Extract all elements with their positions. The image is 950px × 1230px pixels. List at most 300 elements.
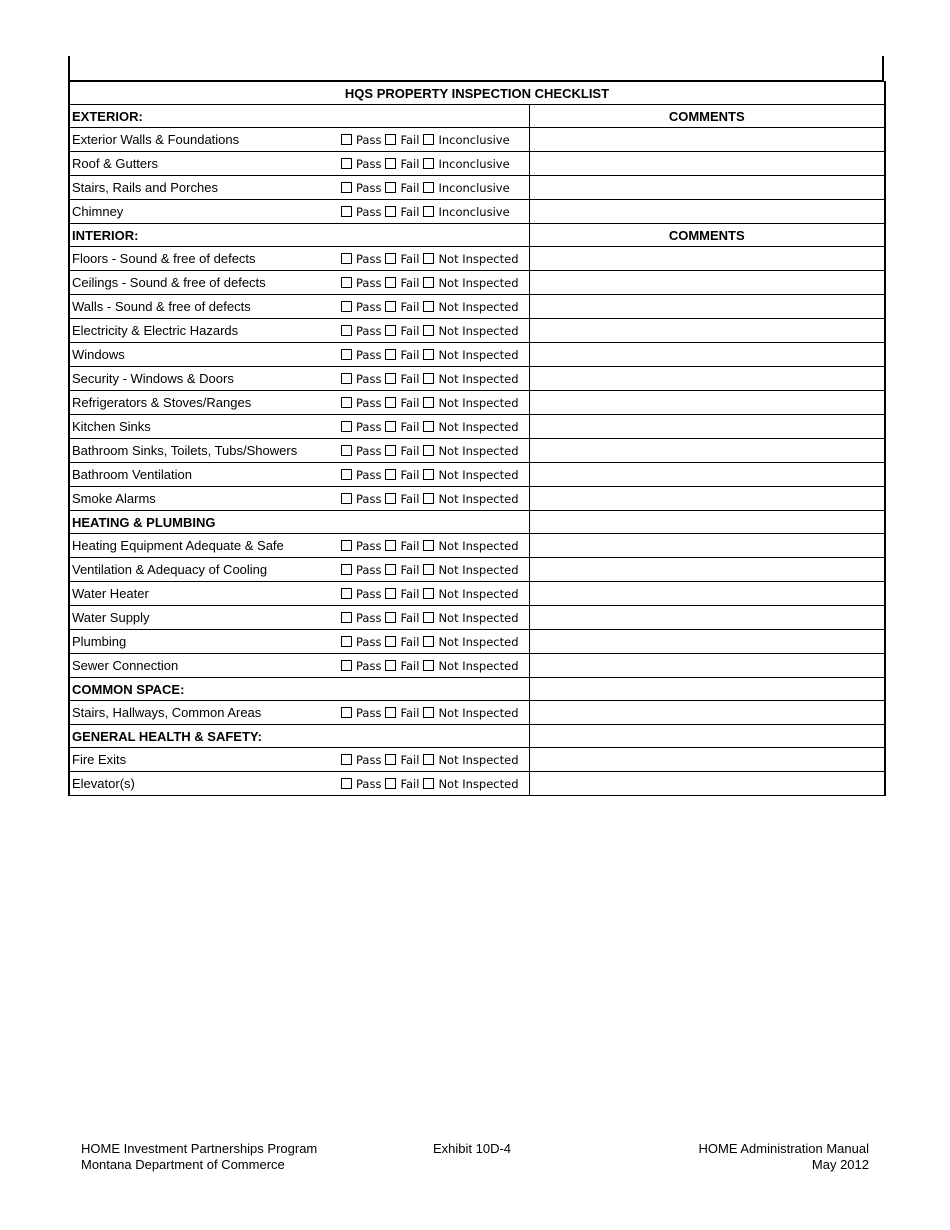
not-inspected-option[interactable] xyxy=(423,324,523,338)
inconclusive-option[interactable] xyxy=(423,157,523,171)
pass-checkbox[interactable] xyxy=(341,158,352,169)
comments-cell[interactable] xyxy=(529,487,885,511)
not-inspected-option[interactable] xyxy=(423,563,523,577)
fail-checkbox[interactable] xyxy=(385,564,396,575)
pass-option[interactable] xyxy=(341,252,383,266)
fail-checkbox[interactable] xyxy=(385,134,396,145)
fail-checkbox[interactable] xyxy=(385,469,396,480)
not-inspected-checkbox[interactable] xyxy=(423,469,434,480)
comments-cell[interactable] xyxy=(529,534,885,558)
options-group xyxy=(339,468,527,482)
fail-checkbox[interactable] xyxy=(385,636,396,647)
pass-label: Pass xyxy=(356,371,382,386)
checklist-row xyxy=(69,200,885,224)
comments-cell[interactable] xyxy=(529,415,885,439)
item-options xyxy=(339,606,529,630)
not-inspected-checkbox[interactable] xyxy=(423,349,434,360)
inconclusive-checkbox[interactable] xyxy=(423,158,434,169)
pass-option[interactable] xyxy=(341,706,383,720)
not-inspected-checkbox[interactable] xyxy=(423,301,434,312)
pass-option[interactable] xyxy=(341,324,383,338)
fail-checkbox[interactable] xyxy=(385,206,396,217)
checklist-row xyxy=(69,343,885,367)
item-options xyxy=(339,534,529,558)
options-group xyxy=(339,396,527,410)
comments-cell[interactable] xyxy=(529,463,885,487)
options-group xyxy=(339,276,527,290)
comments-cell[interactable] xyxy=(529,701,885,725)
not-inspected-label: Not Inspected xyxy=(438,538,519,553)
comments-cell[interactable] xyxy=(529,582,885,606)
pass-option[interactable] xyxy=(341,205,383,219)
inconclusive-option[interactable] xyxy=(423,133,523,147)
section-heading: COMMON SPACE: xyxy=(69,678,529,701)
fail-checkbox[interactable] xyxy=(385,612,396,623)
fail-option[interactable] xyxy=(385,492,421,506)
pass-label: Pass xyxy=(356,562,382,577)
not-inspected-option[interactable] xyxy=(423,300,523,314)
pass-option[interactable] xyxy=(341,492,383,506)
comments-cell[interactable] xyxy=(529,606,885,630)
pass-checkbox[interactable] xyxy=(341,588,352,599)
fail-option[interactable] xyxy=(385,157,421,171)
item-options xyxy=(339,630,529,654)
pass-option[interactable] xyxy=(341,133,383,147)
fail-option[interactable] xyxy=(385,444,421,458)
pass-option[interactable] xyxy=(341,444,383,458)
not-inspected-label: Not Inspected xyxy=(438,347,519,362)
fail-option[interactable] xyxy=(385,396,421,410)
fail-checkbox[interactable] xyxy=(385,660,396,671)
checklist-sheet xyxy=(68,56,884,796)
section-heading: HEATING & PLUMBING xyxy=(69,511,529,534)
pass-checkbox[interactable] xyxy=(341,540,352,551)
section-header-row xyxy=(69,725,885,748)
pass-label: Pass xyxy=(356,658,382,673)
options-group xyxy=(339,420,527,434)
fail-label: Fail xyxy=(400,443,420,458)
fail-option[interactable] xyxy=(385,563,421,577)
item-label: Elevator(s) xyxy=(69,772,339,796)
pass-checkbox[interactable] xyxy=(341,325,352,336)
pass-label: Pass xyxy=(356,443,382,458)
not-inspected-option[interactable] xyxy=(423,252,523,266)
options-group xyxy=(339,492,527,506)
fail-option[interactable] xyxy=(385,276,421,290)
inspection-checklist-table xyxy=(68,81,886,796)
not-inspected-option[interactable] xyxy=(423,753,523,767)
pass-option[interactable] xyxy=(341,181,383,195)
checklist-row xyxy=(69,463,885,487)
comments-cell[interactable] xyxy=(529,128,885,152)
item-label: Ceilings - Sound & free of defects xyxy=(69,271,339,295)
pass-label: Pass xyxy=(356,299,382,314)
fail-option[interactable] xyxy=(385,777,421,791)
pass-checkbox[interactable] xyxy=(341,134,352,145)
fail-label: Fail xyxy=(400,395,420,410)
pass-checkbox[interactable] xyxy=(341,421,352,432)
pass-checkbox[interactable] xyxy=(341,253,352,264)
pass-label: Pass xyxy=(356,275,382,290)
footer-date: May 2012 xyxy=(811,1157,869,1172)
checklist-title: HQS PROPERTY INSPECTION CHECKLIST xyxy=(69,82,885,105)
checklist-row xyxy=(69,534,885,558)
item-options xyxy=(339,128,529,152)
not-inspected-checkbox[interactable] xyxy=(423,325,434,336)
item-label: Water Heater xyxy=(69,582,339,606)
pass-checkbox[interactable] xyxy=(341,277,352,288)
checklist-row xyxy=(69,247,885,271)
pass-label: Pass xyxy=(356,610,382,625)
not-inspected-checkbox[interactable] xyxy=(423,778,434,789)
not-inspected-checkbox[interactable] xyxy=(423,588,434,599)
fail-label: Fail xyxy=(400,491,420,506)
fail-checkbox[interactable] xyxy=(385,325,396,336)
fail-checkbox[interactable] xyxy=(385,540,396,551)
item-label: Electricity & Electric Hazards xyxy=(69,319,339,343)
checklist-row xyxy=(69,606,885,630)
not-inspected-checkbox[interactable] xyxy=(423,636,434,647)
options-group xyxy=(339,252,527,266)
pass-option[interactable] xyxy=(341,539,383,553)
item-label: Kitchen Sinks xyxy=(69,415,339,439)
not-inspected-checkbox[interactable] xyxy=(423,373,434,384)
not-inspected-checkbox[interactable] xyxy=(423,397,434,408)
checklist-row xyxy=(69,772,885,796)
comments-cell[interactable] xyxy=(529,391,885,415)
not-inspected-option[interactable] xyxy=(423,777,523,791)
not-inspected-checkbox[interactable] xyxy=(423,707,434,718)
pass-option[interactable] xyxy=(341,563,383,577)
not-inspected-option[interactable] xyxy=(423,635,523,649)
fail-option[interactable] xyxy=(385,539,421,553)
not-inspected-checkbox[interactable] xyxy=(423,564,434,575)
inconclusive-option[interactable] xyxy=(423,205,523,219)
pass-checkbox[interactable] xyxy=(341,349,352,360)
pass-option[interactable] xyxy=(341,753,383,767)
comments-cell[interactable] xyxy=(529,200,885,224)
fail-checkbox[interactable] xyxy=(385,182,396,193)
footer-manual: HOME Administration Manual xyxy=(698,1141,869,1156)
fail-label: Fail xyxy=(400,634,420,649)
options-group xyxy=(339,753,527,767)
fail-checkbox[interactable] xyxy=(385,277,396,288)
fail-label: Fail xyxy=(400,156,420,171)
fail-checkbox[interactable] xyxy=(385,373,396,384)
fail-option[interactable] xyxy=(385,348,421,362)
checklist-row xyxy=(69,319,885,343)
fail-checkbox[interactable] xyxy=(385,349,396,360)
comments-cell[interactable] xyxy=(529,748,885,772)
options-group xyxy=(339,659,527,673)
not-inspected-label: Not Inspected xyxy=(438,251,519,266)
inconclusive-option[interactable] xyxy=(423,181,523,195)
fail-label: Fail xyxy=(400,562,420,577)
not-inspected-option[interactable] xyxy=(423,276,523,290)
fail-option[interactable] xyxy=(385,611,421,625)
pass-option[interactable] xyxy=(341,157,383,171)
pass-checkbox[interactable] xyxy=(341,778,352,789)
fail-option[interactable] xyxy=(385,252,421,266)
comments-cell[interactable] xyxy=(529,295,885,319)
inconclusive-checkbox[interactable] xyxy=(423,134,434,145)
not-inspected-option[interactable] xyxy=(423,372,523,386)
comments-heading: COMMENTS xyxy=(529,224,885,247)
fail-checkbox[interactable] xyxy=(385,754,396,765)
not-inspected-option[interactable] xyxy=(423,611,523,625)
pass-checkbox[interactable] xyxy=(341,301,352,312)
pass-option[interactable] xyxy=(341,396,383,410)
section-header-row xyxy=(69,105,885,128)
options-group xyxy=(339,611,527,625)
item-label: Water Supply xyxy=(69,606,339,630)
checklist-row xyxy=(69,558,885,582)
section-heading: INTERIOR: xyxy=(69,224,529,247)
comments-cell[interactable] xyxy=(529,772,885,796)
checklist-row xyxy=(69,415,885,439)
pass-option[interactable] xyxy=(341,587,383,601)
comments-cell[interactable] xyxy=(529,343,885,367)
fail-option[interactable] xyxy=(385,324,421,338)
pass-option[interactable] xyxy=(341,659,383,673)
fail-checkbox[interactable] xyxy=(385,778,396,789)
options-group xyxy=(339,444,527,458)
pass-checkbox[interactable] xyxy=(341,612,352,623)
section-header-row xyxy=(69,511,885,534)
fail-option[interactable] xyxy=(385,468,421,482)
fail-label: Fail xyxy=(400,586,420,601)
not-inspected-option[interactable] xyxy=(423,468,523,482)
item-label: Stairs, Rails and Porches xyxy=(69,176,339,200)
pass-checkbox[interactable] xyxy=(341,469,352,480)
not-inspected-checkbox[interactable] xyxy=(423,493,434,504)
checklist-title-row xyxy=(69,82,885,105)
fail-checkbox[interactable] xyxy=(385,588,396,599)
pass-option[interactable] xyxy=(341,420,383,434)
pass-checkbox[interactable] xyxy=(341,754,352,765)
not-inspected-checkbox[interactable] xyxy=(423,540,434,551)
fail-label: Fail xyxy=(400,538,420,553)
fail-option[interactable] xyxy=(385,753,421,767)
options-group xyxy=(339,324,527,338)
fail-checkbox[interactable] xyxy=(385,397,396,408)
fail-checkbox[interactable] xyxy=(385,493,396,504)
not-inspected-option[interactable] xyxy=(423,659,523,673)
item-options xyxy=(339,295,529,319)
comments-cell[interactable] xyxy=(529,152,885,176)
not-inspected-checkbox[interactable] xyxy=(423,277,434,288)
pass-option[interactable] xyxy=(341,300,383,314)
not-inspected-label: Not Inspected xyxy=(438,491,519,506)
pass-label: Pass xyxy=(356,538,382,553)
not-inspected-option[interactable] xyxy=(423,396,523,410)
not-inspected-option[interactable] xyxy=(423,539,523,553)
not-inspected-option[interactable] xyxy=(423,420,523,434)
pass-label: Pass xyxy=(356,752,382,767)
pass-label: Pass xyxy=(356,323,382,338)
item-label: Windows xyxy=(69,343,339,367)
item-options xyxy=(339,200,529,224)
pass-checkbox[interactable] xyxy=(341,660,352,671)
options-group xyxy=(339,205,527,219)
pass-checkbox[interactable] xyxy=(341,445,352,456)
fail-option[interactable] xyxy=(385,587,421,601)
fail-option[interactable] xyxy=(385,420,421,434)
item-label: Smoke Alarms xyxy=(69,487,339,511)
fail-option[interactable] xyxy=(385,659,421,673)
item-label: Stairs, Hallways, Common Areas xyxy=(69,701,339,725)
options-group xyxy=(339,133,527,147)
fail-checkbox[interactable] xyxy=(385,253,396,264)
comments-heading xyxy=(529,511,885,534)
comments-cell[interactable] xyxy=(529,271,885,295)
fail-label: Fail xyxy=(400,204,420,219)
item-options xyxy=(339,415,529,439)
checklist-row xyxy=(69,295,885,319)
comments-cell[interactable] xyxy=(529,439,885,463)
not-inspected-checkbox[interactable] xyxy=(423,253,434,264)
footer-right xyxy=(698,1141,869,1173)
fail-checkbox[interactable] xyxy=(385,158,396,169)
comments-cell[interactable] xyxy=(529,654,885,678)
not-inspected-checkbox[interactable] xyxy=(423,612,434,623)
not-inspected-label: Not Inspected xyxy=(438,776,519,791)
checklist-row xyxy=(69,582,885,606)
not-inspected-label: Not Inspected xyxy=(438,395,519,410)
fail-checkbox[interactable] xyxy=(385,301,396,312)
not-inspected-option[interactable] xyxy=(423,492,523,506)
checklist-row xyxy=(69,439,885,463)
fail-label: Fail xyxy=(400,323,420,338)
fail-label: Fail xyxy=(400,658,420,673)
not-inspected-checkbox[interactable] xyxy=(423,660,434,671)
item-label: Ventilation & Adequacy of Cooling xyxy=(69,558,339,582)
item-options xyxy=(339,558,529,582)
fail-option[interactable] xyxy=(385,706,421,720)
fail-label: Fail xyxy=(400,776,420,791)
footer-left xyxy=(81,1141,317,1173)
not-inspected-label: Not Inspected xyxy=(438,610,519,625)
pass-checkbox[interactable] xyxy=(341,373,352,384)
item-options xyxy=(339,367,529,391)
comments-cell[interactable] xyxy=(529,630,885,654)
inconclusive-checkbox[interactable] xyxy=(423,206,434,217)
not-inspected-option[interactable] xyxy=(423,348,523,362)
options-group xyxy=(339,635,527,649)
options-group xyxy=(339,157,527,171)
section-header-row xyxy=(69,678,885,701)
fail-option[interactable] xyxy=(385,300,421,314)
not-inspected-checkbox[interactable] xyxy=(423,445,434,456)
checklist-row xyxy=(69,630,885,654)
comments-cell[interactable] xyxy=(529,558,885,582)
pass-checkbox[interactable] xyxy=(341,493,352,504)
checklist-row xyxy=(69,748,885,772)
item-label: Bathroom Sinks, Toilets, Tubs/Showers xyxy=(69,439,339,463)
pass-label: Pass xyxy=(356,204,382,219)
pass-checkbox[interactable] xyxy=(341,206,352,217)
not-inspected-checkbox[interactable] xyxy=(423,754,434,765)
pass-checkbox[interactable] xyxy=(341,707,352,718)
fail-label: Fail xyxy=(400,752,420,767)
fail-checkbox[interactable] xyxy=(385,707,396,718)
comments-cell[interactable] xyxy=(529,319,885,343)
pass-option[interactable] xyxy=(341,777,383,791)
item-label: Heating Equipment Adequate & Safe xyxy=(69,534,339,558)
pass-checkbox[interactable] xyxy=(341,397,352,408)
fail-label: Fail xyxy=(400,299,420,314)
not-inspected-option[interactable] xyxy=(423,587,523,601)
checklist-row xyxy=(69,654,885,678)
footer-center xyxy=(433,1141,511,1157)
fail-option[interactable] xyxy=(385,635,421,649)
comments-heading xyxy=(529,678,885,701)
item-label: Refrigerators & Stoves/Ranges xyxy=(69,391,339,415)
comments-cell[interactable] xyxy=(529,247,885,271)
pass-option[interactable] xyxy=(341,468,383,482)
fail-label: Fail xyxy=(400,467,420,482)
not-inspected-label: Not Inspected xyxy=(438,658,519,673)
item-options xyxy=(339,271,529,295)
footer-exhibit: Exhibit 10D-4 xyxy=(433,1141,512,1156)
fail-label: Fail xyxy=(400,275,420,290)
checklist-row xyxy=(69,128,885,152)
blank-header-row xyxy=(68,56,884,81)
fail-option[interactable] xyxy=(385,133,421,147)
fail-checkbox[interactable] xyxy=(385,421,396,432)
fail-option[interactable] xyxy=(385,372,421,386)
not-inspected-label: Not Inspected xyxy=(438,467,519,482)
item-options xyxy=(339,343,529,367)
item-options xyxy=(339,391,529,415)
comments-cell[interactable] xyxy=(529,176,885,200)
not-inspected-label: Not Inspected xyxy=(438,419,519,434)
pass-checkbox[interactable] xyxy=(341,182,352,193)
not-inspected-option[interactable] xyxy=(423,444,523,458)
options-group xyxy=(339,181,527,195)
pass-option[interactable] xyxy=(341,348,383,362)
inconclusive-checkbox[interactable] xyxy=(423,182,434,193)
checklist-row xyxy=(69,152,885,176)
pass-option[interactable] xyxy=(341,611,383,625)
fail-checkbox[interactable] xyxy=(385,445,396,456)
not-inspected-label: Not Inspected xyxy=(438,275,519,290)
not-inspected-option[interactable] xyxy=(423,706,523,720)
footer-program: HOME Investment Partnerships Program xyxy=(81,1141,318,1156)
fail-option[interactable] xyxy=(385,181,421,195)
section-heading: GENERAL HEALTH & SAFETY: xyxy=(69,725,529,748)
not-inspected-label: Not Inspected xyxy=(438,299,519,314)
pass-label: Pass xyxy=(356,419,382,434)
fail-label: Fail xyxy=(400,371,420,386)
item-options xyxy=(339,247,529,271)
pass-checkbox[interactable] xyxy=(341,636,352,647)
options-group xyxy=(339,777,527,791)
fail-option[interactable] xyxy=(385,205,421,219)
pass-label: Pass xyxy=(356,705,382,720)
checklist-row xyxy=(69,367,885,391)
item-label: Roof & Gutters xyxy=(69,152,339,176)
pass-option[interactable] xyxy=(341,635,383,649)
options-group xyxy=(339,372,527,386)
pass-option[interactable] xyxy=(341,276,383,290)
not-inspected-checkbox[interactable] xyxy=(423,421,434,432)
pass-checkbox[interactable] xyxy=(341,564,352,575)
pass-option[interactable] xyxy=(341,372,383,386)
pass-label: Pass xyxy=(356,467,382,482)
pass-label: Pass xyxy=(356,132,382,147)
comments-cell[interactable] xyxy=(529,367,885,391)
